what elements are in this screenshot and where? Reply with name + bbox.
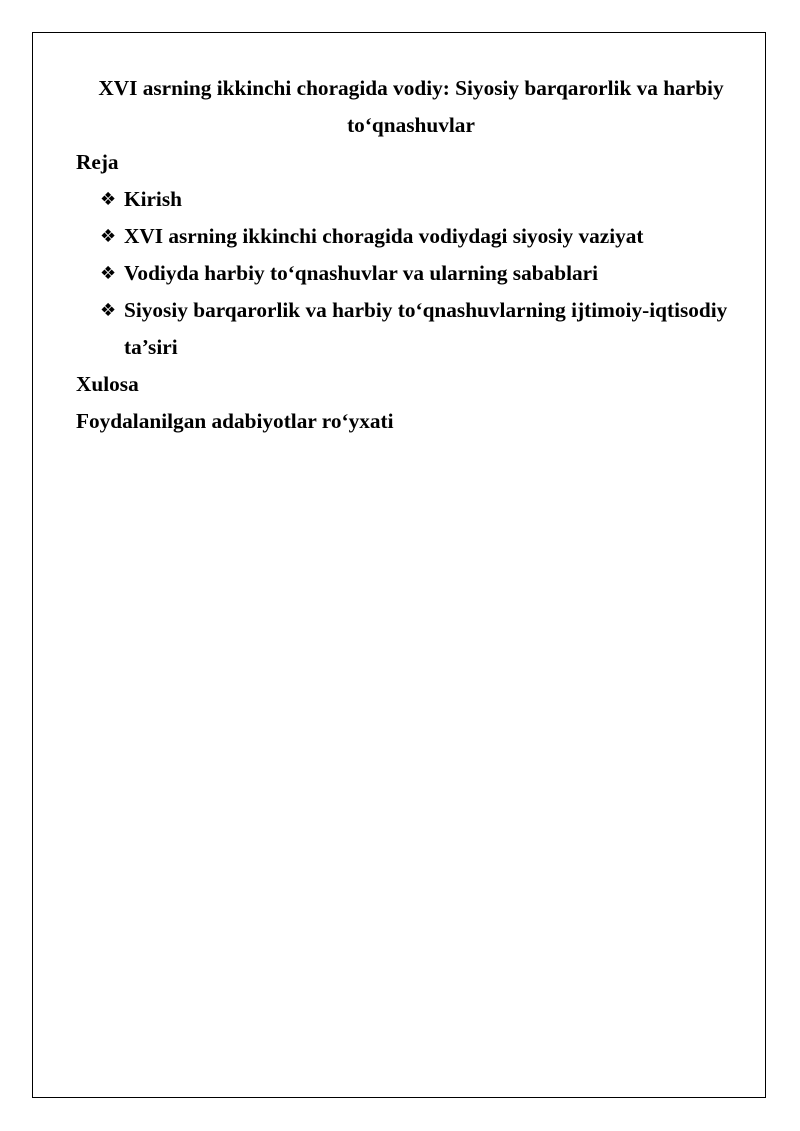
plan-list: [76, 181, 746, 366]
diamond-bullet-icon: ❖: [100, 189, 117, 210]
document-title: [76, 70, 746, 144]
plan-item-text: XVI asrning ikkinchi choragida vodiydagi siyosiy vaziyat: [124, 224, 644, 248]
plan-item-text: Kirish: [124, 187, 182, 211]
diamond-bullet-icon: ❖: [100, 300, 117, 321]
conclusion-heading: Xulosa: [76, 372, 139, 396]
list-item: [100, 292, 746, 366]
list-item: [100, 218, 746, 255]
title-line-1: XVI asrning ikkinchi choragida vodiy: Siyosiy barqarorlik va harbiy: [98, 76, 724, 100]
plan-item-text: Siyosiy barqarorlik va harbiy to‘qnashuvlarning ijtimoiy-iqtisodiy ta’siri: [124, 298, 728, 359]
document-body: [76, 70, 746, 440]
plan-item-text: Vodiyda harbiy to‘qnashuvlar va ularning sabablari: [124, 261, 599, 285]
list-item: [100, 181, 746, 218]
diamond-bullet-icon: ❖: [100, 226, 117, 247]
diamond-bullet-icon: ❖: [100, 263, 117, 284]
title-line-2: to‘qnashuvlar: [347, 113, 475, 137]
references-heading: Foydalanilgan adabiyotlar ro‘yxati: [76, 409, 394, 433]
list-item: [100, 255, 746, 292]
plan-heading: Reja: [76, 150, 119, 174]
